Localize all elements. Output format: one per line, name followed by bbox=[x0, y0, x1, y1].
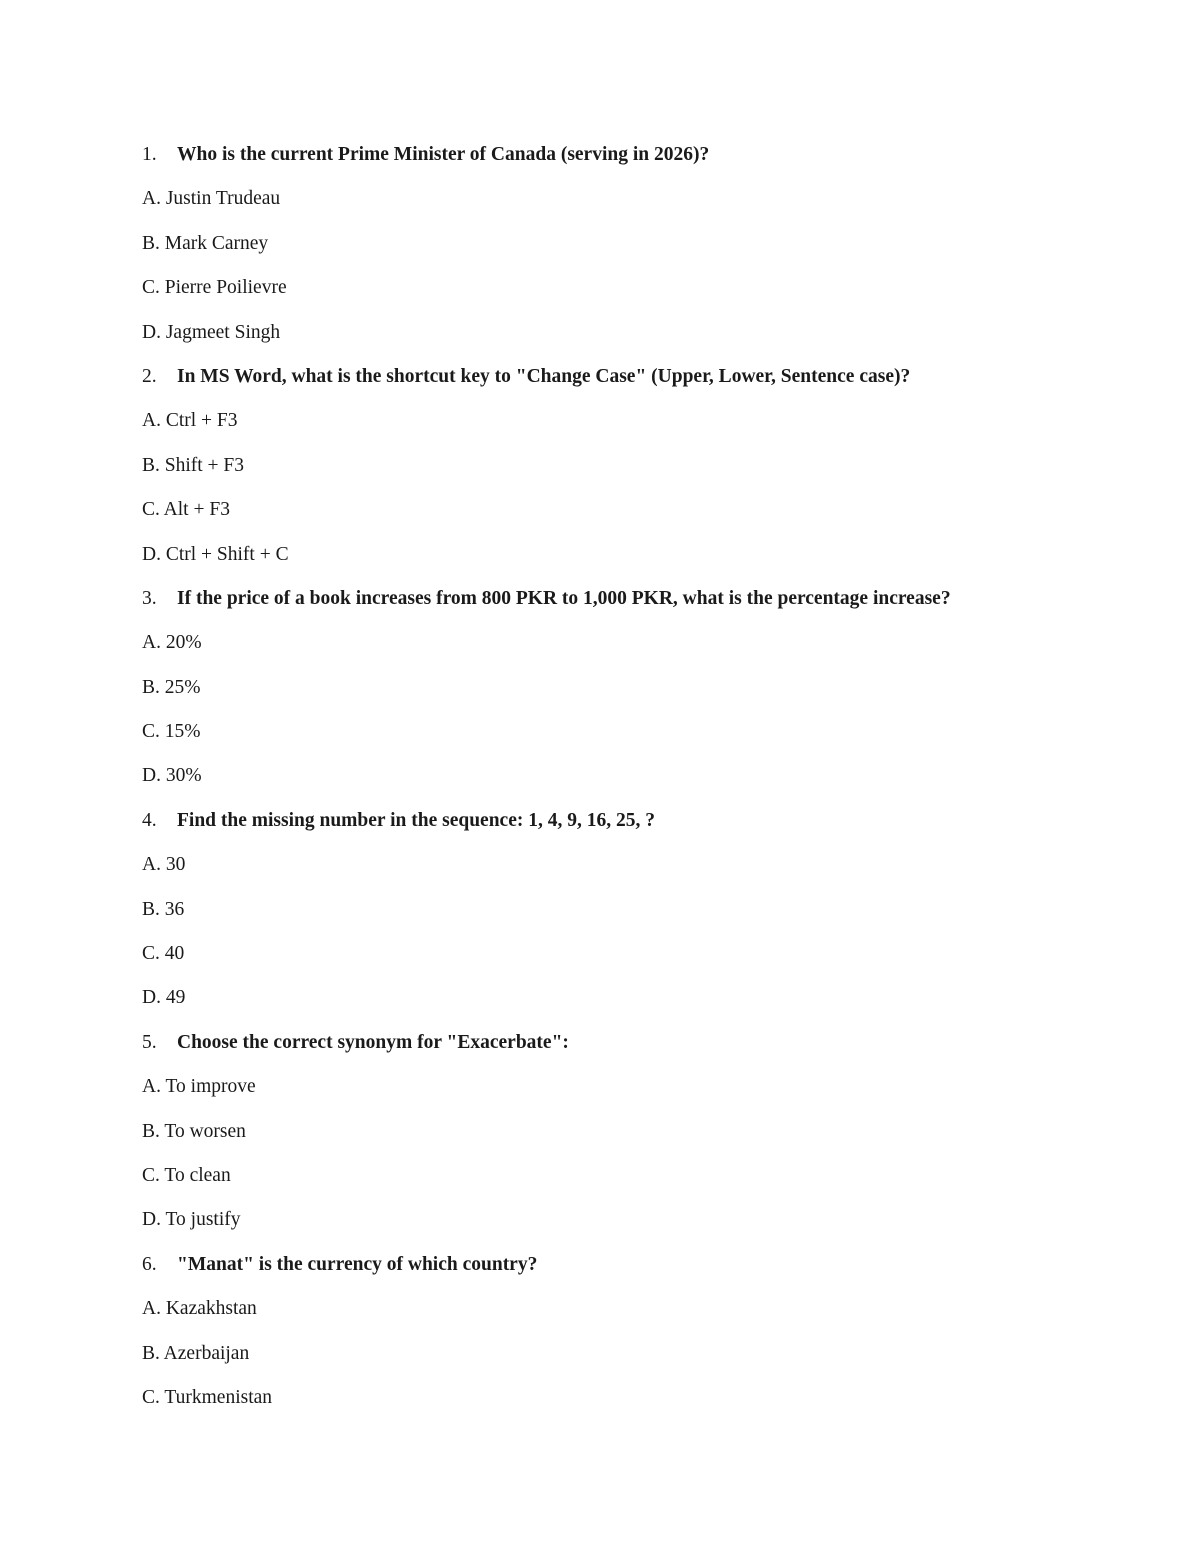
question-text: In MS Word, what is the shortcut key to "Change Case" (Upper, Lower, Sentence case)? bbox=[177, 365, 911, 387]
question-block-5 bbox=[142, 1028, 1102, 1250]
quiz-content bbox=[142, 140, 1102, 1427]
answer-option: A. Kazakhstan bbox=[142, 1298, 257, 1320]
answer-option: C. 15% bbox=[142, 721, 201, 743]
answer-option: B. Azerbaijan bbox=[142, 1342, 250, 1364]
answer-option: C. Pierre Poilievre bbox=[142, 277, 287, 299]
question-number: 6. bbox=[142, 1253, 157, 1275]
question-number: 4. bbox=[142, 809, 157, 831]
answer-option: A. Ctrl + F3 bbox=[142, 410, 238, 432]
question-block-3 bbox=[142, 584, 1102, 806]
question-text: Find the missing number in the sequence: 1, 4, 9, 16, 25, ? bbox=[177, 809, 655, 831]
answer-option: C. To clean bbox=[142, 1164, 231, 1186]
answer-option: C. 40 bbox=[142, 943, 185, 965]
question-number: 3. bbox=[142, 587, 157, 609]
answer-option: D. 49 bbox=[142, 987, 186, 1009]
answer-option: B. 25% bbox=[142, 676, 201, 698]
answer-option: B. 36 bbox=[142, 898, 185, 920]
answer-option: B. Mark Carney bbox=[142, 232, 269, 254]
answer-option: D. Ctrl + Shift + C bbox=[142, 543, 289, 565]
question-block-2 bbox=[142, 362, 1102, 584]
question-text: Choose the correct synonym for "Exacerbate": bbox=[177, 1031, 569, 1053]
question-heading bbox=[142, 806, 1102, 850]
answer-option: D. Jagmeet Singh bbox=[142, 321, 281, 343]
question-heading bbox=[142, 584, 1102, 628]
question-block-4 bbox=[142, 806, 1102, 1028]
answer-option: A. To improve bbox=[142, 1076, 256, 1098]
answer-option: B. Shift + F3 bbox=[142, 454, 245, 476]
question-text: "Manat" is the currency of which country? bbox=[177, 1253, 538, 1275]
question-heading bbox=[142, 1250, 1102, 1294]
question-text: If the price of a book increases from 800 PKR to 1,000 PKR, what is the percentage increase? bbox=[177, 587, 951, 609]
answer-option: A. 30 bbox=[142, 854, 186, 876]
question-number: 1. bbox=[142, 144, 157, 165]
answer-option: C. Alt + F3 bbox=[142, 499, 230, 521]
question-heading bbox=[142, 362, 1102, 406]
question-number: 2. bbox=[142, 365, 157, 387]
question-block-6 bbox=[142, 1250, 1102, 1428]
answer-option: A. 20% bbox=[142, 632, 202, 654]
question-block-1 bbox=[142, 140, 1102, 362]
question-number: 5. bbox=[142, 1031, 157, 1053]
question-heading bbox=[142, 1028, 1102, 1072]
question-heading bbox=[142, 140, 1102, 184]
question-text: Who is the current Prime Minister of Canada (serving in 2026)? bbox=[177, 144, 710, 165]
answer-option: B. To worsen bbox=[142, 1120, 246, 1142]
answer-option: D. To justify bbox=[142, 1209, 241, 1231]
answer-option: C. Turkmenistan bbox=[142, 1386, 273, 1408]
answer-option: A. Justin Trudeau bbox=[142, 188, 281, 210]
answer-option: D. 30% bbox=[142, 765, 202, 787]
